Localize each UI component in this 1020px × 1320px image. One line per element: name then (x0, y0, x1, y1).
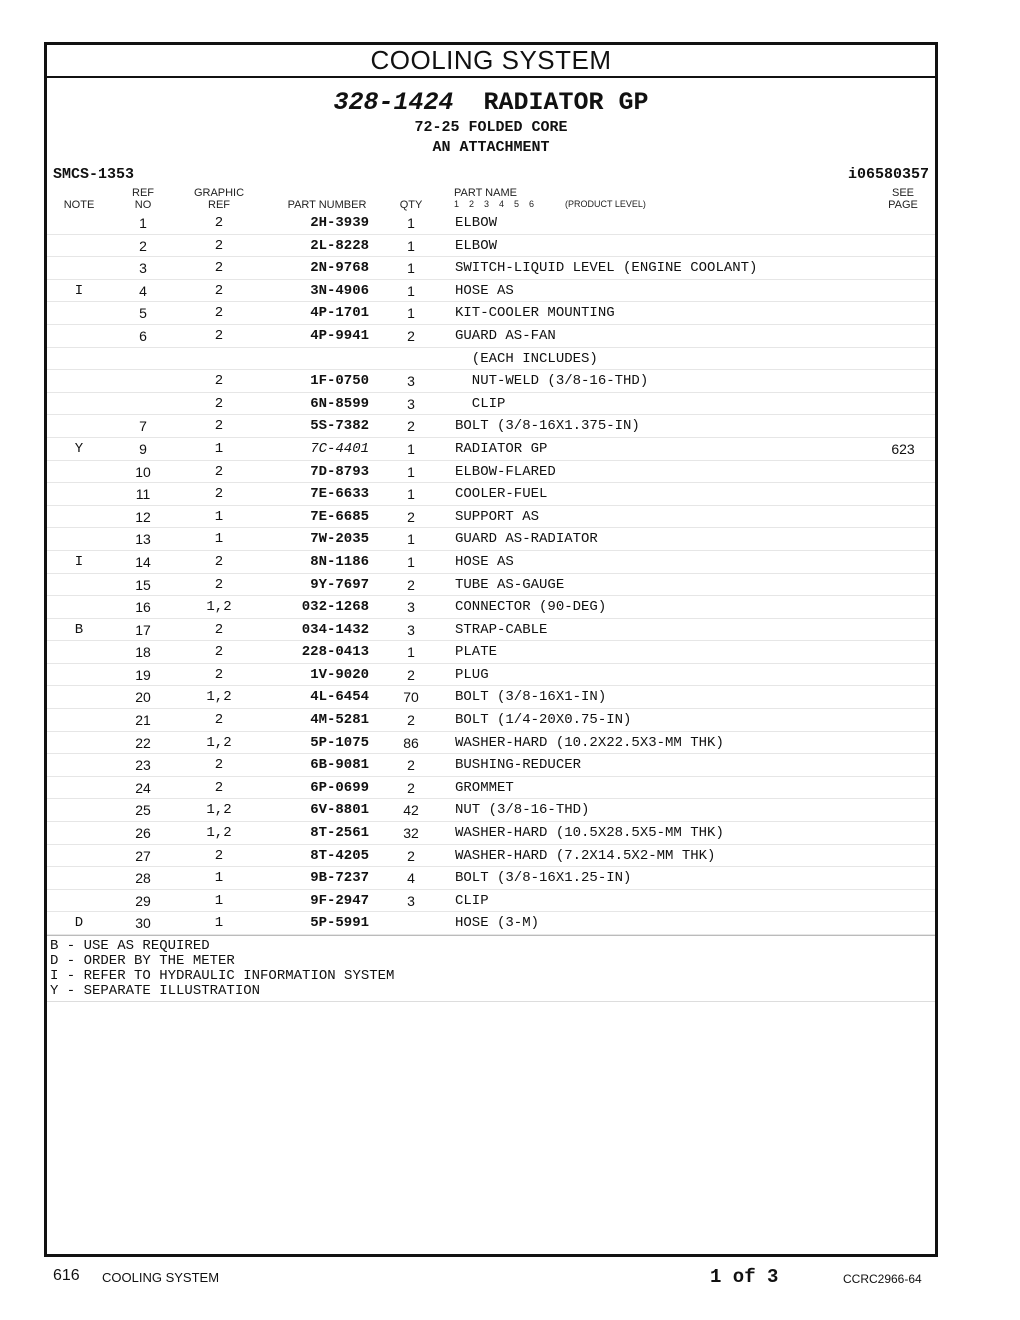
col-part-number: PART NUMBER (287, 199, 367, 211)
table-row (47, 506, 935, 529)
part-number-cell: 7E-6633 (310, 486, 369, 503)
part-number-cell: 1V-9020 (310, 666, 369, 683)
qty-cell: 2 (407, 576, 415, 593)
table-row (47, 799, 935, 822)
part-number-cell: 3N-4906 (310, 282, 369, 299)
graphic-ref-cell: 2 (214, 644, 224, 661)
part-name-cell: (EACH INCLUDES) (455, 350, 598, 367)
footer-section: COOLING SYSTEM (102, 1270, 220, 1285)
col-part-name: PART NAME (454, 187, 517, 199)
part-number-cell: 9F-2947 (310, 892, 369, 909)
part-number-cell: 9B-7237 (310, 870, 369, 887)
part-name-cell: GUARD AS-RADIATOR (455, 531, 598, 548)
col-graphic-top: GRAPHIC (193, 187, 245, 199)
ref-no-cell: 13 (135, 531, 151, 548)
graphic-ref-cell: 1,2 (206, 734, 232, 751)
part-name-cell: NUT (3/8-16-THD) (455, 802, 590, 819)
graphic-ref-cell: 2 (214, 553, 224, 570)
group-header (47, 88, 935, 158)
table-row (47, 867, 935, 890)
part-name-cell: WASHER-HARD (10.2X22.5X3-MM THK) (455, 734, 724, 751)
part-number-cell: 7D-8793 (310, 463, 369, 480)
part-number-cell: 5P-1075 (310, 734, 369, 751)
ref-no-cell: 18 (135, 644, 151, 661)
qty-cell: 1 (407, 440, 415, 457)
graphic-ref-cell: 2 (214, 215, 224, 231)
ref-no-cell: 26 (135, 825, 151, 842)
ref-no-cell: 11 (135, 486, 151, 503)
table-row (47, 754, 935, 777)
table-row (47, 528, 935, 551)
ref-no-cell: 29 (135, 892, 151, 909)
table-row (47, 257, 935, 280)
table-row (47, 280, 935, 303)
qty-cell: 3 (407, 395, 415, 412)
note-cell: D (74, 915, 84, 932)
ref-no-cell: 20 (135, 689, 151, 706)
graphic-ref-cell: 1 (214, 870, 224, 887)
group-part-number: 328-1424 (333, 88, 454, 117)
part-number-cell: 4L-6454 (310, 689, 369, 706)
qty-cell: 3 (407, 892, 415, 909)
table-row (47, 370, 935, 393)
group-subtitle-1: 72-25 FOLDED CORE (414, 119, 568, 136)
ref-no-cell: 7 (139, 418, 147, 435)
qty-cell: 2 (407, 712, 415, 729)
part-name-cell: GUARD AS-FAN (455, 327, 556, 344)
part-name-cell: BOLT (3/8-16X1.375-IN) (455, 418, 640, 435)
qty-cell: 1 (407, 486, 415, 503)
part-number-cell: 6B-9081 (310, 757, 369, 774)
table-row (47, 302, 935, 325)
graphic-ref-cell: 2 (214, 712, 224, 729)
part-number-cell: 032-1268 (301, 599, 369, 616)
qty-cell: 1 (407, 463, 415, 480)
table-row (47, 574, 935, 597)
group-subtitle-2: AN ATTACHMENT (432, 139, 550, 156)
graphic-ref-cell: 1,2 (206, 599, 232, 616)
table-row (47, 912, 935, 935)
part-number-cell: 6N-8599 (310, 395, 369, 412)
part-name-cell: STRAP-CABLE (455, 621, 548, 638)
qty-cell: 1 (407, 531, 415, 548)
part-name-cell: WASHER-HARD (10.5X28.5X5-MM THK) (455, 825, 724, 842)
graphic-ref-cell: 2 (214, 621, 224, 638)
table-row (47, 822, 935, 845)
part-name-cell: PLUG (455, 666, 489, 683)
qty-cell: 3 (407, 621, 415, 638)
graphic-ref-cell: 2 (214, 779, 224, 796)
graphic-ref-cell: 2 (214, 418, 224, 435)
graphic-ref-cell: 2 (214, 486, 224, 503)
qty-cell: 1 (407, 282, 415, 299)
ref-no-cell: 27 (135, 847, 151, 864)
note-cell: I (74, 282, 84, 299)
table-row (47, 732, 935, 755)
part-number-cell: 2L-8228 (310, 237, 369, 254)
qty-cell: 70 (403, 689, 419, 706)
graphic-ref-cell: 2 (214, 395, 224, 412)
table-row (47, 641, 935, 664)
col-levels: 1 2 3 4 5 6 (454, 199, 535, 209)
qty-cell: 42 (403, 802, 419, 819)
part-name-cell: CONNECTOR (90-DEG) (455, 599, 607, 616)
part-name-cell: BOLT (1/4-20X0.75-IN) (455, 712, 632, 729)
part-name-cell: HOSE (3-M) (455, 915, 540, 932)
table-row (47, 483, 935, 506)
graphic-ref-cell: 2 (214, 237, 224, 254)
table-row (47, 235, 935, 258)
graphic-ref-cell: 1 (214, 915, 224, 932)
qty-cell: 1 (407, 305, 415, 322)
graphic-ref-cell: 1 (214, 531, 224, 548)
qty-cell: 2 (407, 847, 415, 864)
graphic-ref-cell: 2 (214, 327, 224, 344)
parts-list (47, 212, 935, 935)
smcs-code: SMCS-1353 (53, 166, 135, 183)
graphic-ref-cell: 2 (214, 373, 224, 390)
graphic-ref-cell: 1 (214, 440, 224, 457)
qty-cell: 2 (407, 666, 415, 683)
ref-no-cell: 23 (135, 757, 151, 774)
qty-cell: 2 (407, 508, 415, 525)
ref-no-cell: 10 (135, 463, 151, 480)
note-cell: I (74, 553, 84, 570)
part-name-cell: ELBOW (455, 237, 498, 254)
part-number-cell: 2N-9768 (310, 260, 369, 277)
graphic-ref-cell: 2 (214, 847, 224, 864)
ref-no-cell: 16 (135, 599, 151, 616)
qty-cell: 4 (407, 870, 415, 887)
table-row (47, 212, 935, 235)
ref-no-cell: 2 (139, 237, 147, 254)
graphic-ref-cell: 1,2 (206, 825, 232, 842)
qty-cell: 2 (407, 779, 415, 796)
part-name-cell: BOLT (3/8-16X1-IN) (455, 689, 607, 706)
ref-no-cell: 28 (135, 870, 151, 887)
note-cell: Y (74, 440, 84, 457)
ref-no-cell: 17 (135, 621, 151, 638)
part-name-cell: WASHER-HARD (7.2X14.5X2-MM THK) (455, 847, 716, 864)
part-name-cell: HOSE AS (455, 553, 514, 570)
ref-no-cell: 5 (139, 305, 147, 322)
ref-no-cell: 6 (139, 327, 147, 344)
ref-no-cell: 14 (135, 553, 151, 570)
legend-item: B - USE AS REQUIRED (50, 938, 210, 954)
part-number-cell: 2H-3939 (310, 215, 369, 231)
legend-item: I - REFER TO HYDRAULIC INFORMATION SYSTEM (50, 968, 395, 984)
footer-page-of: 1 of 3 (710, 1266, 779, 1288)
ref-no-cell: 9 (139, 440, 147, 457)
table-row (47, 777, 935, 800)
qty-cell: 1 (407, 644, 415, 661)
part-name-cell: BOLT (3/8-16X1.25-IN) (455, 870, 632, 887)
col-graphic-bottom: REF (208, 199, 230, 211)
part-name-cell: BUSHING-REDUCER (455, 757, 582, 774)
table-row (47, 845, 935, 868)
table-row (47, 664, 935, 687)
ref-no-cell: 22 (135, 734, 151, 751)
ref-no-cell: 3 (139, 260, 147, 277)
table-row (47, 596, 935, 619)
graphic-ref-cell: 2 (214, 282, 224, 299)
part-name-cell: TUBE AS-GAUGE (455, 576, 565, 593)
qty-cell: 3 (407, 373, 415, 390)
ref-no-cell: 19 (135, 666, 151, 683)
ref-no-cell: 21 (135, 712, 151, 729)
table-row (47, 415, 935, 438)
col-ref-top: REF (132, 187, 154, 199)
qty-cell: 2 (407, 757, 415, 774)
col-qty: QTY (399, 199, 423, 211)
graphic-ref-cell: 2 (214, 576, 224, 593)
part-number-cell: 8T-2561 (310, 825, 369, 842)
col-see-top: SEE (891, 187, 914, 199)
part-name-cell: CLIP (455, 892, 489, 909)
part-number-cell: 034-1432 (301, 621, 369, 638)
graphic-ref-cell: 1,2 (206, 689, 232, 706)
table-row (47, 709, 935, 732)
qty-cell: 86 (403, 734, 419, 751)
ref-no-cell: 1 (139, 215, 147, 231)
part-number-cell: 5S-7382 (310, 418, 369, 435)
graphic-ref-cell: 1 (214, 892, 224, 909)
part-name-cell: NUT-WELD (3/8-16-THD) (455, 373, 649, 390)
parts-page-frame (44, 42, 938, 1257)
qty-cell: 2 (407, 327, 415, 344)
qty-cell: 2 (407, 418, 415, 435)
column-header (47, 186, 935, 212)
col-ref-bottom: NO (134, 199, 152, 211)
part-number-cell: 6V-8801 (310, 802, 369, 819)
part-number-cell: 228-0413 (301, 644, 369, 661)
group-name: RADIATOR GP (483, 88, 649, 117)
part-number-cell: 8N-1186 (310, 553, 369, 570)
part-number-cell: 7C-4401 (310, 440, 369, 457)
graphic-ref-cell: 2 (214, 305, 224, 322)
notes-legend (47, 935, 935, 1002)
ref-no-cell: 25 (135, 802, 151, 819)
legend-item: Y - SEPARATE ILLUSTRATION (50, 983, 261, 999)
graphic-ref-cell: 2 (214, 260, 224, 277)
col-product-level: (PRODUCT LEVEL) (565, 199, 646, 209)
table-row (47, 686, 935, 709)
part-name-cell: ELBOW (455, 215, 498, 231)
note-cell: B (74, 621, 84, 638)
qty-cell: 1 (407, 215, 415, 231)
part-name-cell: ELBOW-FLARED (455, 463, 556, 480)
meta-line (47, 166, 935, 186)
table-row (47, 551, 935, 574)
part-name-cell: SUPPORT AS (455, 508, 540, 525)
system-title: COOLING SYSTEM (47, 45, 935, 78)
graphic-ref-cell: 2 (214, 757, 224, 774)
table-row (47, 393, 935, 416)
part-name-cell: COOLER-FUEL (455, 486, 548, 503)
graphic-ref-cell: 1 (214, 508, 224, 525)
qty-cell: 1 (407, 237, 415, 254)
part-number-cell: 8T-4205 (310, 847, 369, 864)
qty-cell: 1 (407, 260, 415, 277)
part-number-cell: 5P-5991 (310, 915, 369, 932)
table-row (47, 461, 935, 484)
qty-cell: 1 (407, 553, 415, 570)
part-name-cell: GROMMET (455, 779, 514, 796)
part-name-cell: CLIP (455, 395, 506, 412)
see-page-cell: 623 (891, 440, 915, 457)
ref-no-cell: 30 (135, 915, 151, 932)
qty-cell: 3 (407, 599, 415, 616)
ref-no-cell: 12 (135, 508, 151, 525)
part-number-cell: 4M-5281 (310, 712, 369, 729)
part-number-cell: 6P-0699 (310, 779, 369, 796)
col-note: NOTE (63, 199, 95, 211)
part-name-cell: KIT-COOLER MOUNTING (455, 305, 615, 322)
table-row (47, 619, 935, 642)
ref-no-cell: 4 (139, 282, 147, 299)
table-row (47, 890, 935, 913)
graphic-ref-cell: 1,2 (206, 802, 232, 819)
part-number-cell: 4P-9941 (310, 327, 369, 344)
col-see-bottom: PAGE (888, 199, 918, 211)
part-name-cell: HOSE AS (455, 282, 514, 299)
graphic-ref-cell: 2 (214, 666, 224, 683)
ref-no-cell: 24 (135, 779, 151, 796)
table-row (47, 438, 935, 461)
legend-item: D - ORDER BY THE METER (50, 953, 235, 969)
part-number-cell: 1F-0750 (310, 373, 369, 390)
footer-page-number: 616 (53, 1267, 80, 1284)
footer-code: CCRC2966-64 (843, 1272, 922, 1286)
part-name-cell: RADIATOR GP (455, 440, 548, 457)
part-name-cell: SWITCH-LIQUID LEVEL (ENGINE COOLANT) (455, 260, 758, 277)
part-number-cell: 7E-6685 (310, 508, 369, 525)
part-number-cell: 4P-1701 (310, 305, 369, 322)
ref-no-cell: 15 (135, 576, 151, 593)
illustration-id: i06580357 (847, 166, 929, 183)
table-row (47, 348, 935, 371)
graphic-ref-cell: 2 (214, 463, 224, 480)
part-name-cell: PLATE (455, 644, 498, 661)
table-row (47, 325, 935, 348)
part-number-cell: 7W-2035 (310, 531, 369, 548)
qty-cell: 32 (403, 825, 419, 842)
part-number-cell: 9Y-7697 (310, 576, 369, 593)
